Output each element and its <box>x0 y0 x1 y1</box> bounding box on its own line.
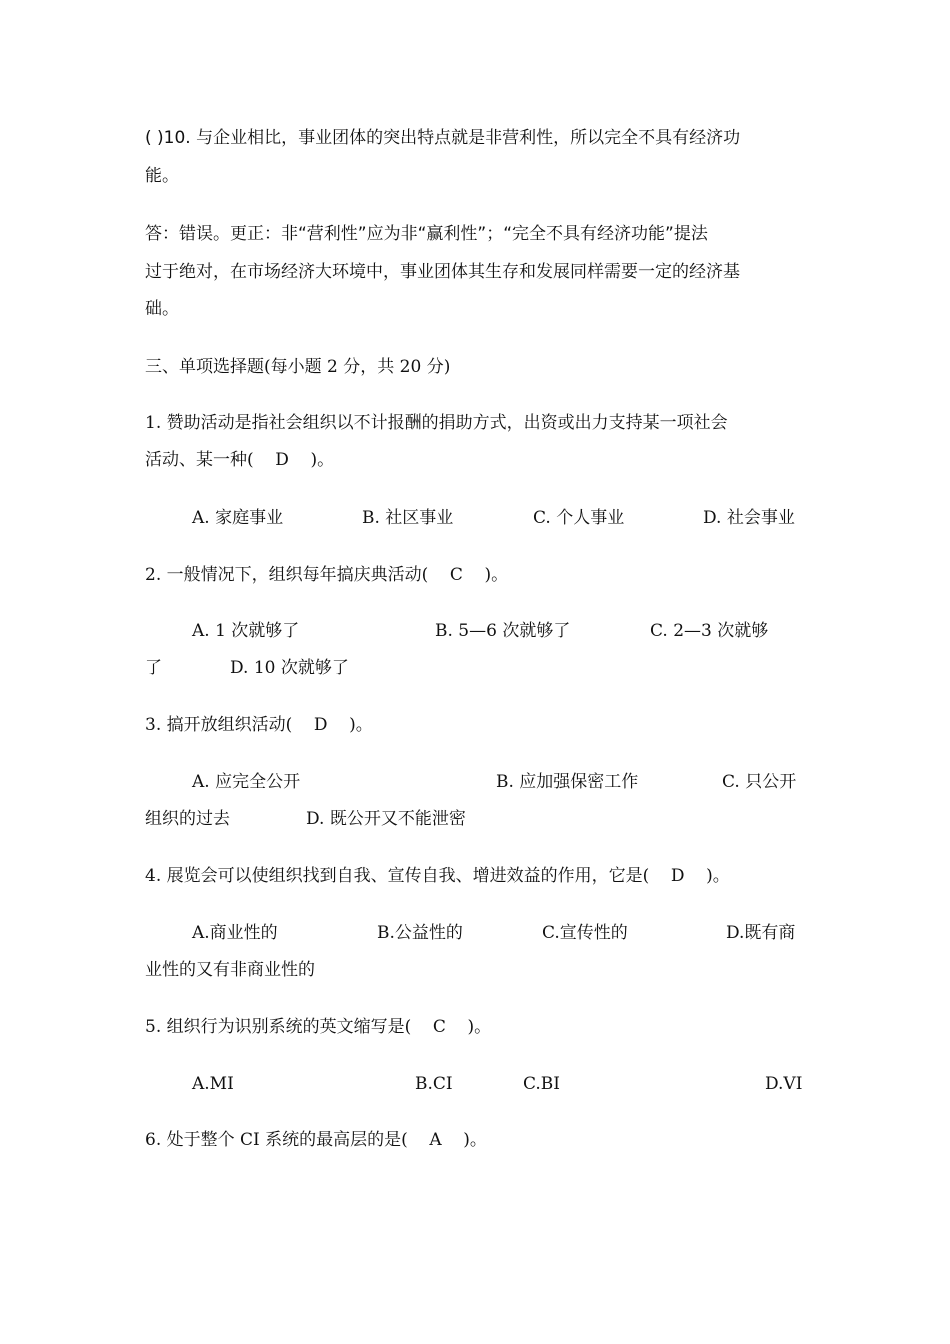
answer-line-2: 过于绝对，在市场经济大环境中，事业团体其生存和发展同样需要一定的经济基 <box>145 262 740 282</box>
question-6-stem: 6. 处于整个 CI 系统的最高层的是( A )。 <box>145 1130 487 1150</box>
question-4-option-a: A.商业性的 <box>192 923 278 943</box>
question-1-stem-line-1: 1. 赞助活动是指社会组织以不计报酬的捐助方式，出资或出力支持某一项社会 <box>145 413 728 433</box>
question-1-stem-line-2: 活动、某一种( D )。 <box>145 450 335 470</box>
section-title: 三、单项选择题(每小题 2 分，共 20 分) <box>145 357 451 377</box>
q10-line-1: ( )10. 与企业相比，事业团体的突出特点就是非营利性，所以完全不具有经济功 <box>145 128 741 148</box>
question-4-stem: 4. 展览会可以使组织找到自我、宣传自我、增进效益的作用，它是( D )。 <box>145 866 730 886</box>
question-1-option-d: D. 社会事业 <box>703 508 795 528</box>
question-1-option-a: A. 家庭事业 <box>192 508 284 528</box>
question-4-option-d-wrap: 业性的又有非商业性的 <box>145 960 315 980</box>
question-2-option-c: C. 2—3 次就够 <box>650 621 769 641</box>
q10-line-2: 能。 <box>145 166 179 186</box>
question-2-stem: 2. 一般情况下，组织每年搞庆典活动( C )。 <box>145 565 509 585</box>
question-2-option-c-wrap: 了 <box>145 658 162 678</box>
question-5-option-b: B.CI <box>415 1074 453 1094</box>
question-3-stem: 3. 搞开放组织活动( D )。 <box>145 715 373 735</box>
question-3-option-c: C. 只公开 <box>722 772 797 792</box>
question-1-option-c: C. 个人事业 <box>533 508 625 528</box>
question-3-option-b: B. 应加强保密工作 <box>496 772 639 792</box>
question-2-option-b: B. 5—6 次就够了 <box>435 621 571 641</box>
question-5-stem: 5. 组织行为识别系统的英文缩写是( C )。 <box>145 1017 492 1037</box>
question-5-option-a: A.MI <box>192 1074 234 1094</box>
question-1-option-b: B. 社区事业 <box>362 508 454 528</box>
question-4-option-b: B.公益性的 <box>377 923 463 943</box>
question-2-option-d: D. 10 次就够了 <box>230 658 349 678</box>
question-3-option-d: D. 既公开又不能泄密 <box>306 809 466 829</box>
question-4-option-c: C.宣传性的 <box>542 923 628 943</box>
question-3-option-a: A. 应完全公开 <box>192 772 301 792</box>
question-5-option-c: C.BI <box>523 1074 561 1094</box>
answer-line-1: 答：错误。更正：非“营利性”应为非“赢利性”；“完全不具有经济功能”提法 <box>145 224 708 244</box>
answer-line-3: 础。 <box>145 299 179 319</box>
question-4-option-d: D.既有商 <box>726 923 796 943</box>
question-2-option-a: A. 1 次就够了 <box>192 621 300 641</box>
question-5-option-d: D.VI <box>765 1074 803 1094</box>
question-3-option-c-wrap: 组织的过去 <box>145 809 230 829</box>
